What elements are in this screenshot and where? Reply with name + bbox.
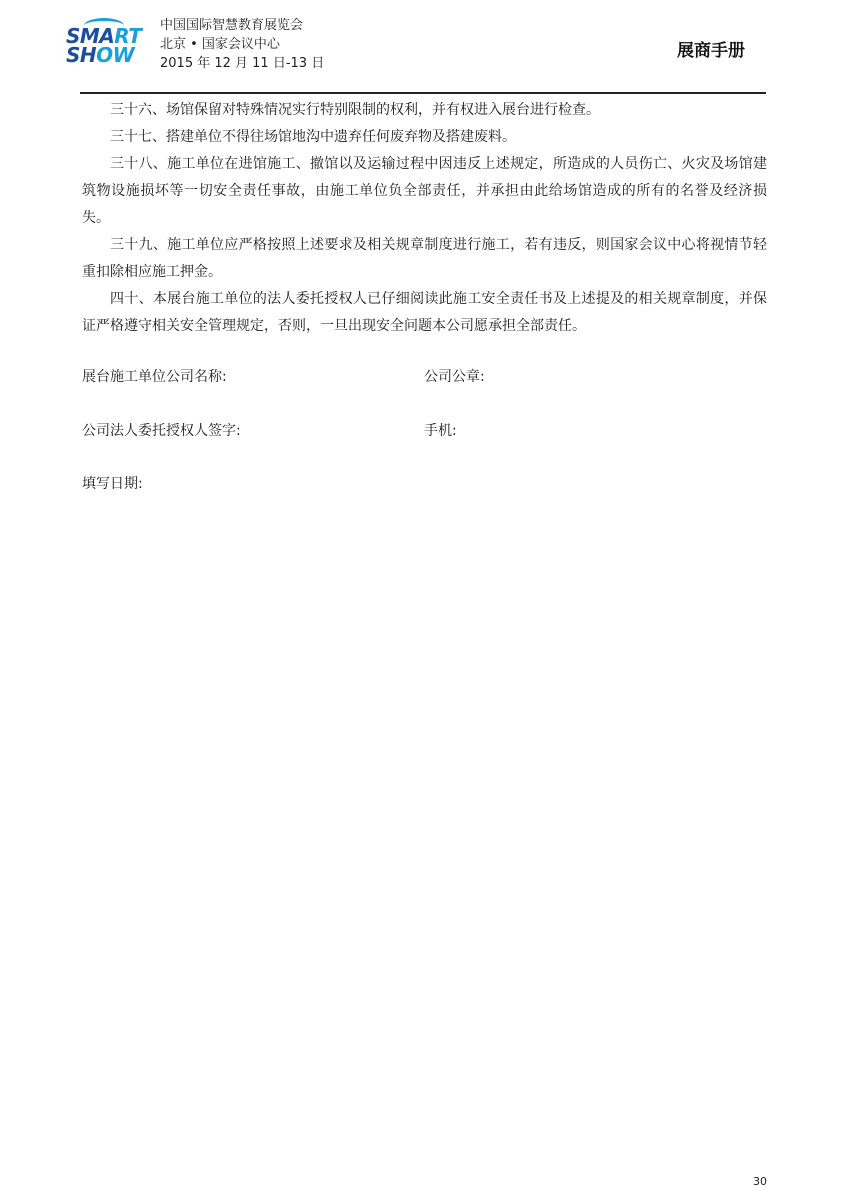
form-row-company (82, 366, 767, 390)
company-name-label: 展台施工单位公司名称: (82, 369, 227, 385)
logo-line-1: SMART (66, 24, 142, 48)
form-row-date (82, 473, 767, 497)
mobile-label: 手机: (424, 423, 457, 439)
clause-36: 三十六、场馆保留对特殊情况实行特别限制的权利，并有权进入展台进行检查。 (110, 102, 600, 118)
smart-show-logo (66, 18, 148, 74)
event-venue: 北京 • 国家会议中心 (160, 37, 280, 52)
event-name: 中国国际智慧教育展览会 (160, 18, 304, 33)
event-dates: 2015 年 12 月 11 日-13 日 (160, 56, 325, 71)
clause-37: 三十七、搭建单位不得往场馆地沟中遗弃任何废弃物及搭建废料。 (110, 129, 516, 145)
clause-39: 三十九、施工单位应严格按照上述要求及相关规章制度进行施工，若有违反，则国家会议中心将视情节轻重扣除相应施工押金。 (82, 237, 767, 280)
clause-40: 四十、本展台施工单位的法人委托授权人已仔细阅读此施工安全责任书及上述提及的相关规章制度，并保证严格遵守相关安全管理规定，否则，一旦出现安全问题本公司愿承担全部责任。 (82, 291, 767, 334)
logo-line-2: SHOW (66, 43, 135, 67)
clause-38: 三十八、施工单位在进馆施工、撤馆以及运输过程中因违反上述规定，所造成的人员伤亡、火灾及场馆建筑物设施损坏等一切安全责任事故，由施工单位负全部责任，并承担由此给场馆造成的所有的名誉及经济损失。 (82, 156, 767, 226)
manual-title: 展商手册 (677, 41, 745, 61)
event-info (160, 16, 324, 73)
clause-list (82, 97, 767, 340)
date-label: 填写日期: (82, 476, 143, 492)
signatory-label: 公司法人委托授权人签字: (82, 423, 241, 439)
page-number: 30 (753, 1175, 767, 1188)
company-seal-label: 公司公章: (424, 369, 485, 385)
header-divider (80, 92, 766, 94)
form-row-signatory (82, 420, 767, 444)
